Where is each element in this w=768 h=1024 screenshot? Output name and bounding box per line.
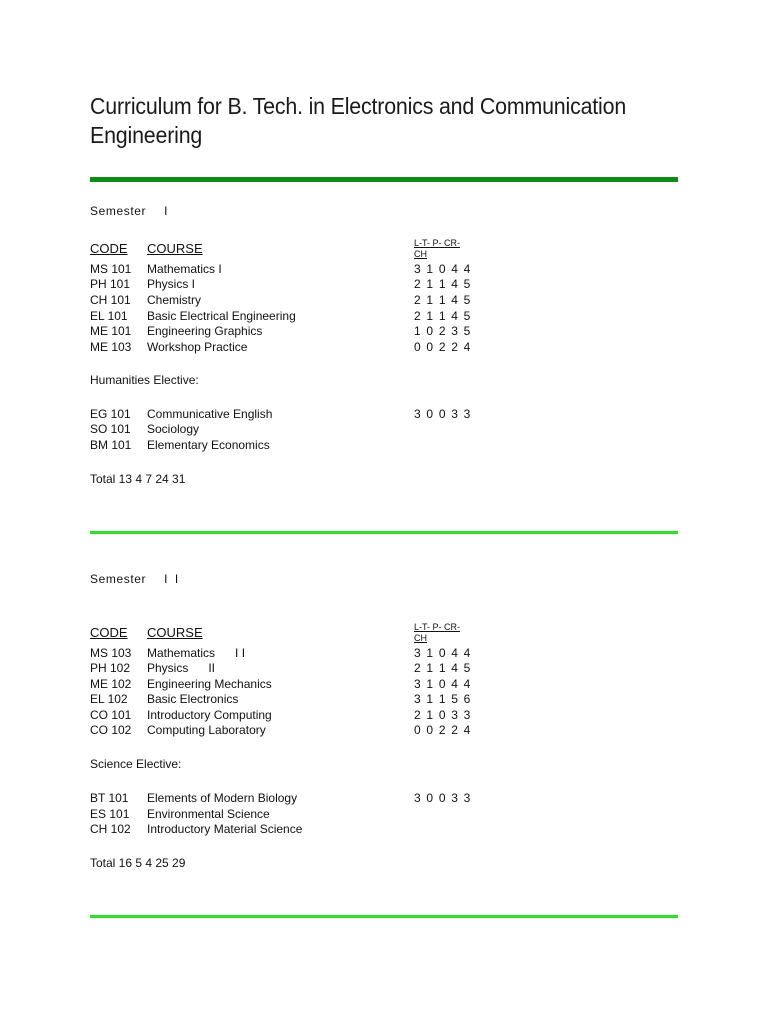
course-credit: 3 1 0 4 4 — [414, 646, 472, 660]
course-name: Elements of Modern Biology — [147, 791, 298, 805]
course-credit: 2 1 1 4 5 — [414, 277, 472, 291]
course-code: EL 102 — [90, 692, 128, 706]
course-name: Mathematics I — [147, 262, 222, 276]
course-name: Communicative English — [147, 407, 273, 421]
semester-1-label — [90, 204, 170, 218]
semester-total: Total 16 5 4 25 29 — [90, 856, 186, 870]
course-name: Environmental Science — [147, 807, 270, 821]
course-credit: 3 1 0 4 4 — [414, 262, 472, 276]
section-divider — [90, 915, 678, 918]
course-credit: 1 0 2 3 5 — [414, 324, 472, 338]
elective-label: Humanities Elective: — [90, 373, 199, 387]
course-code: CH 102 — [90, 822, 131, 836]
semester-2-word: Semester — [90, 572, 147, 586]
course-name: Sociology — [147, 422, 200, 436]
course-credit: 2 1 0 3 3 — [414, 708, 472, 722]
course-code: ME 102 — [90, 677, 132, 691]
page-title: Curriculum for B. Tech. in Electronics and Communication Engineering — [90, 93, 627, 148]
course-code: EG 101 — [90, 407, 131, 421]
title-divider — [90, 177, 678, 182]
course-name: Basic Electronics — [147, 692, 239, 706]
section-divider — [90, 531, 678, 534]
course-header: COURSE — [147, 625, 203, 640]
course-credit: 3 0 0 3 3 — [414, 791, 472, 805]
course-name: Physics II — [147, 661, 216, 675]
course-credit: 3 1 1 5 6 — [414, 692, 472, 706]
course-code: BT 101 — [90, 791, 129, 805]
course-code: PH 102 — [90, 661, 131, 675]
code-header: CODE — [90, 241, 128, 256]
course-code: ES 101 — [90, 807, 130, 821]
course-name: Chemistry — [147, 293, 202, 307]
course-credit: 3 1 0 4 4 — [414, 677, 472, 691]
course-code: ME 101 — [90, 324, 132, 338]
elective-label: Science Elective: — [90, 757, 182, 771]
course-name: Engineering Graphics — [147, 324, 263, 338]
course-credit: 2 1 1 4 5 — [414, 293, 472, 307]
course-code: PH 101 — [90, 277, 131, 291]
semester-total: Total 13 4 7 24 31 — [90, 472, 186, 486]
course-credit: 0 0 2 2 4 — [414, 723, 472, 737]
course-name: Mathematics I I — [147, 646, 246, 660]
course-name: Engineering Mechanics — [147, 677, 272, 691]
semester-2-number: I I — [164, 572, 181, 586]
course-credit: 0 0 2 2 4 — [414, 340, 472, 354]
course-code: CO 101 — [90, 708, 132, 722]
course-name: Computing Laboratory — [147, 723, 266, 737]
course-code: BM 101 — [90, 438, 132, 452]
course-code: CO 102 — [90, 723, 132, 737]
course-code: CH 101 — [90, 293, 131, 307]
course-code: SO 101 — [90, 422, 131, 436]
ltpc-header: L-T- P- CR- CH — [414, 238, 460, 259]
course-code: MS 103 — [90, 646, 132, 660]
course-name: Introductory Computing — [147, 708, 272, 722]
course-credit: 3 0 0 3 3 — [414, 407, 472, 421]
course-name: Physics I — [147, 277, 196, 291]
course-name: Elementary Economics — [147, 438, 270, 452]
semester-1-number: I — [164, 204, 170, 218]
ltpc-header: L-T- P- CR- CH — [414, 622, 460, 643]
course-code: ME 103 — [90, 340, 132, 354]
course-name: Basic Electrical Engineering — [147, 309, 296, 323]
course-code: EL 101 — [90, 309, 128, 323]
course-name: Introductory Material Science — [147, 822, 303, 836]
course-credit: 2 1 1 4 5 — [414, 661, 472, 675]
course-code: MS 101 — [90, 262, 132, 276]
semester-1-word: Semester — [90, 204, 147, 218]
semester-2-label — [90, 572, 180, 586]
course-credit: 2 1 1 4 5 — [414, 309, 472, 323]
course-name: Workshop Practice — [147, 340, 248, 354]
code-header: CODE — [90, 625, 128, 640]
course-header: COURSE — [147, 241, 203, 256]
